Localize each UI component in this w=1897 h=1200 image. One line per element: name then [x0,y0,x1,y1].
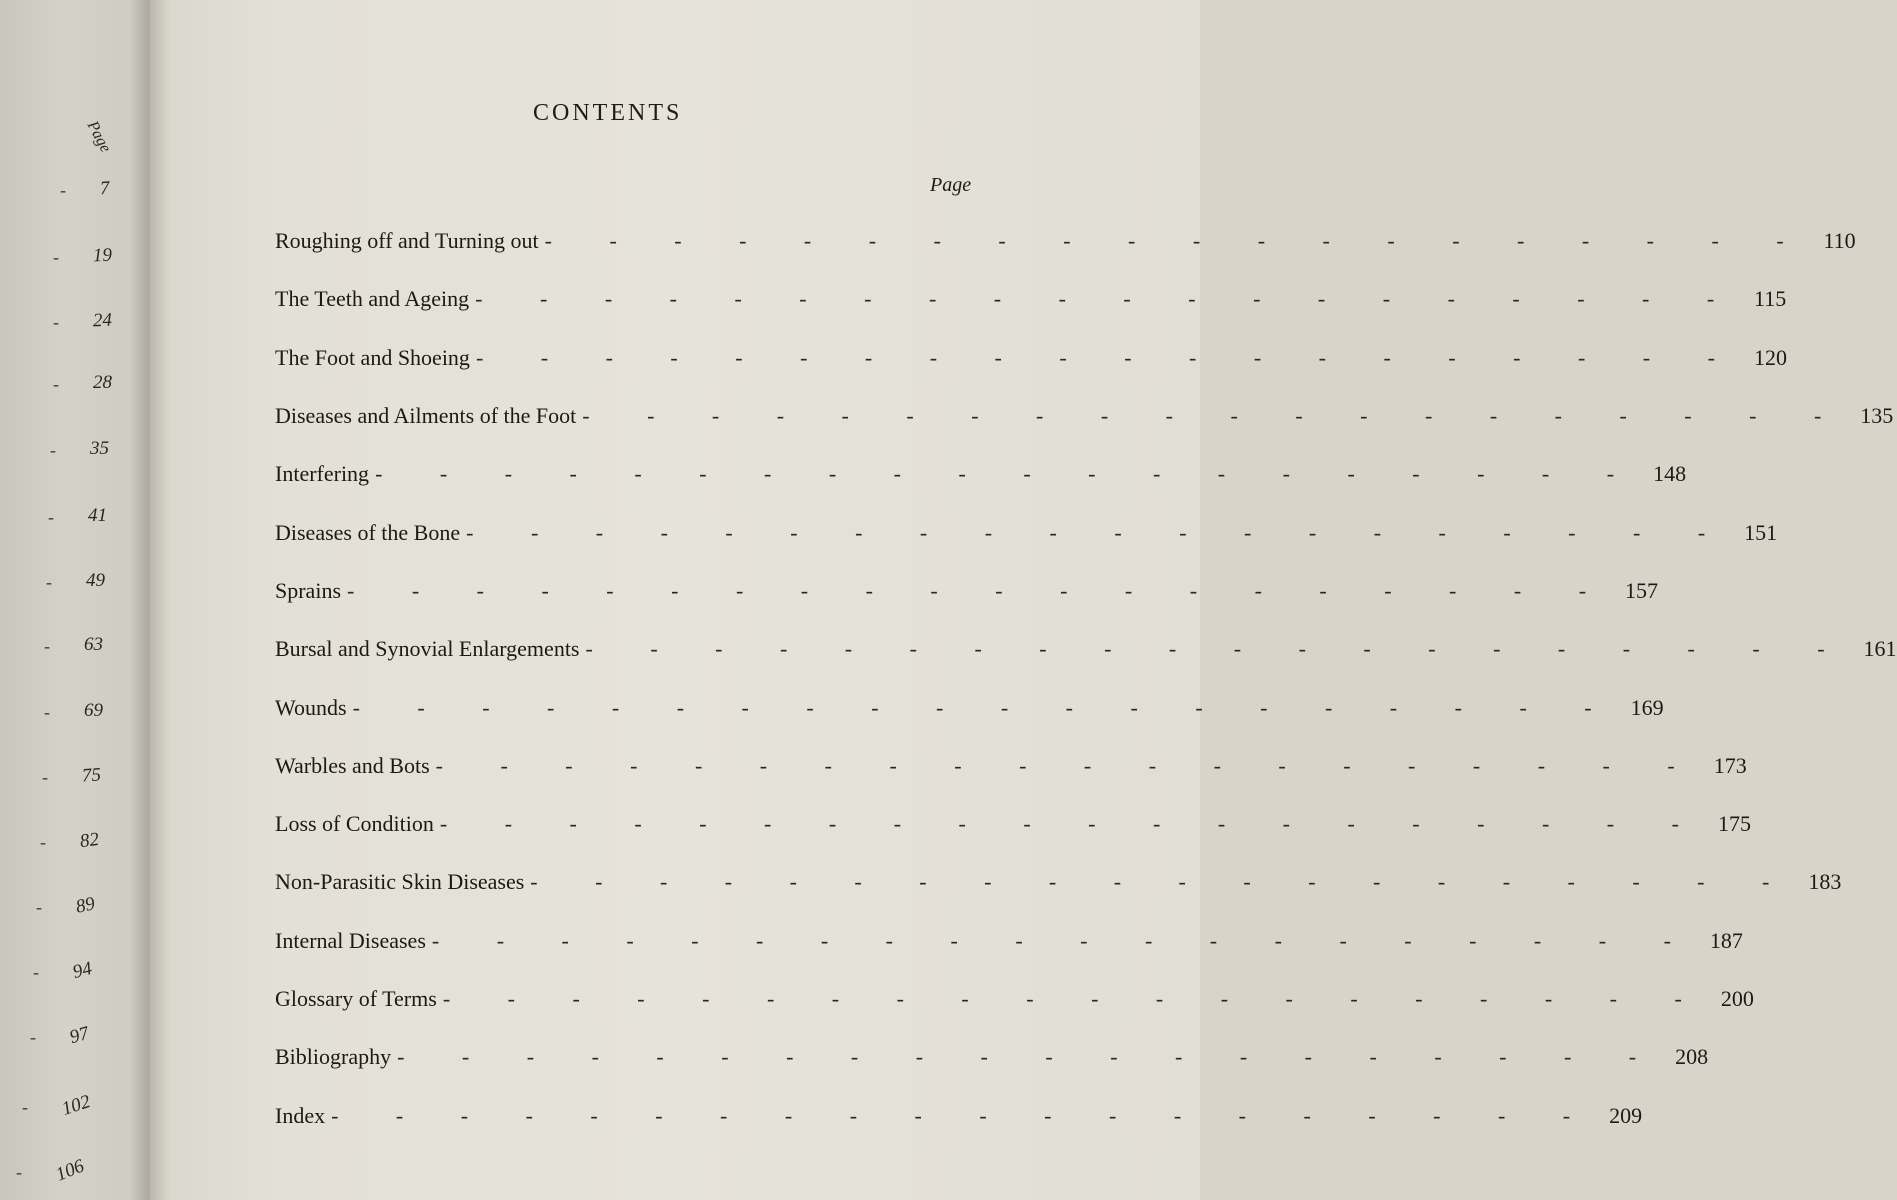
dot-leader: - - - - - - - - - - - - - - - - - - - - [442,986,1708,1011]
toc-entry [275,853,1842,911]
toc-entry [275,503,1778,561]
toc-entry-title: The Foot and Shoeing [275,344,470,370]
toc-entry-page: 209 [1609,1102,1643,1128]
toc-entry [275,970,1754,1028]
leader-dot: - [30,1027,36,1047]
dot-leader: - - - - - - - - - - - - - - - - - - - - [530,869,1796,895]
toc-entry-page: 120 [1753,344,1787,370]
table-of-contents [275,212,1897,1145]
previous-page-number: 69 [84,700,103,721]
toc-entry-page: 157 [1625,577,1659,603]
previous-page-number: 7 [99,177,111,200]
toc-entry-title: Interfering [275,461,370,487]
leader-dot: - [48,507,54,527]
leader-dot: - [50,440,56,460]
page-column-label: Page [930,174,972,196]
previous-page-number: 94 [70,958,95,984]
toc-entry-page: 148 [1653,461,1687,487]
contents-heading: CONTENTS [533,100,683,126]
toc-entry-title: Internal Diseases [275,927,426,953]
toc-entry-title: Loss of Condition [275,811,434,837]
leader-dot: - [42,767,48,787]
toc-entry [275,1028,1709,1086]
previous-page-number: 63 [84,634,103,655]
toc-entry-title: The Teeth and Ageing [275,286,470,312]
toc-entry-page: 161 [1863,636,1897,662]
toc-entry [275,445,1687,503]
toc-entry-page: 135 [1860,403,1894,429]
toc-entry-title: Sprains [275,577,341,603]
toc-entry-page: 175 [1717,811,1751,837]
previous-page-number: 24 [92,309,113,332]
leader-dot: - [44,636,50,656]
dot-leader: - - - - - - - - - - - - - - - - - - - - [431,927,1697,953]
toc-entry-title: Diseases and Ailments of the Foot [275,403,577,429]
leader-dot: - [46,572,52,592]
toc-entry-page: 208 [1675,1044,1709,1070]
previous-page-number: 102 [59,1091,93,1120]
previous-page-number: 49 [86,570,105,591]
toc-entry-page: 200 [1720,986,1754,1011]
leader-dot: - [53,247,59,267]
leader-dot: - [36,897,42,917]
toc-entry-title: Bursal and Synovial Enlargements [275,636,580,662]
toc-entry [275,678,1664,736]
toc-entry [275,387,1894,445]
dot-leader: - - - - - - - - - - - - - - - - - - - - [397,1044,1663,1070]
toc-entry [275,795,1751,853]
dot-leader: - - - - - - - - - - - - - - - - - - - - [435,752,1701,778]
toc-entry-page: 110 [1823,228,1856,254]
leader-dot: - [53,374,59,394]
previous-page-number: 41 [88,505,107,526]
leader-dot: - [22,1097,28,1117]
toc-entry-page: 115 [1754,286,1787,312]
previous-page-number: 19 [92,244,113,267]
previous-page-label: Page [83,118,115,156]
toc-entry [275,212,1856,270]
toc-entry [275,620,1897,678]
dot-leader: - - - - - - - - - - - - - - - - - - - - [585,636,1851,662]
toc-entry-title: Warbles and Bots [275,752,430,778]
toc-entry [275,912,1743,970]
toc-entry-title: Roughing off and Turning out [275,228,539,254]
toc-entry [275,1086,1643,1144]
toc-entry-title: Index [275,1102,326,1128]
toc-entry-title: Non-Parasitic Skin Diseases [275,869,525,895]
toc-entry-page: 173 [1713,752,1747,778]
leader-dot: - [33,962,39,982]
toc-entry-title: Bibliography [275,1044,392,1070]
previous-page-number: 106 [52,1155,88,1186]
leader-dot: - [53,312,59,332]
toc-entry-title: Diseases of the Bone [275,519,461,545]
toc-entry-page: 187 [1709,927,1743,953]
leader-dot: - [60,180,66,200]
leader-dot: - [44,702,50,722]
toc-entry-title: Glossary of Terms [275,986,437,1011]
dot-leader: - - - - - - - - - - - - - - - - - - - - [544,228,1810,254]
toc-entry-page: 169 [1630,694,1664,720]
dot-leader: - - - - - - - - - - - - - - - - - - - - [475,286,1741,312]
toc-entry-title: Wounds [275,694,347,720]
dot-leader: - - - - - - - - - - - - - - - - - - - - [439,811,1705,837]
toc-entry-page: 183 [1808,869,1842,895]
previous-page-number: 89 [73,893,97,918]
leader-dot: - [40,832,46,852]
toc-entry [275,562,1659,620]
dot-leader: - - - - - - - - - - - - - - - - - - - - [466,519,1732,545]
dot-leader: - - - - - - - - - - - - - - - - - - - - [347,577,1613,603]
previous-page-number: 28 [93,372,112,393]
dot-leader: - - - - - - - - - - - - - - - - - - - - [331,1102,1597,1128]
dot-leader: - - - - - - - - - - - - - - - - - - - - [475,344,1741,370]
previous-page-number: 97 [67,1022,92,1049]
previous-page [0,0,150,1200]
previous-page-number: 35 [90,438,109,459]
toc-entry [275,737,1747,795]
previous-page-number: 75 [81,764,102,787]
toc-entry-page: 151 [1744,519,1778,545]
leader-dot: - [16,1162,22,1182]
dot-leader: - - - - - - - - - - - - - - - - - - - - [352,694,1618,720]
toc-entry [275,270,1787,328]
book-gutter [130,0,170,1200]
dot-leader: - - - - - - - - - - - - - - - - - - - - [375,461,1641,487]
previous-page-number: 82 [78,828,101,853]
dot-leader: - - - - - - - - - - - - - - - - - - - - [582,403,1848,429]
toc-entry [275,329,1787,387]
